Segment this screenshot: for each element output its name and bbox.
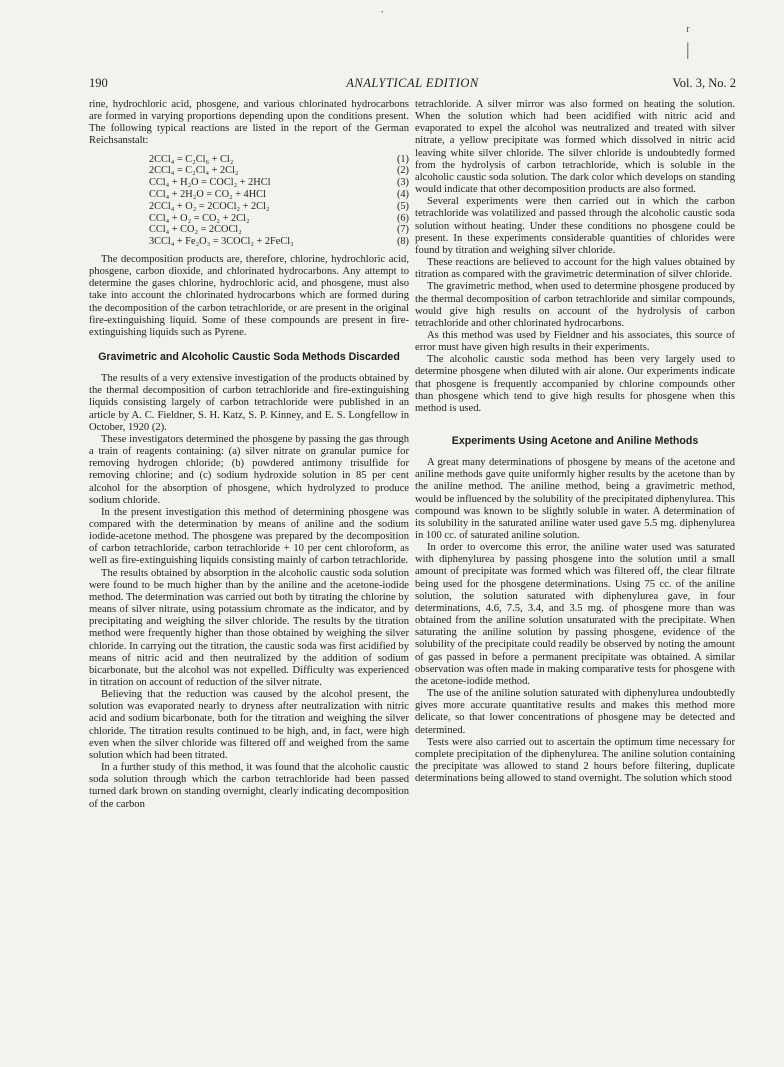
journal-title: ANALYTICAL EDITION	[346, 76, 479, 90]
equation-2: 2CCl₄ = C₂Cl₄ + 2Cl₂ (2)	[149, 165, 409, 177]
paragraph: The results of a very extensive investigation of the products obtained by the thermal decomposition of carbon tetrachloride and fire-extinguishing liquids consisting largely of carbon tetrachloride were published in an article by A. C. Fieldner, S. H. Katz, S. P. Kinney, and E. S. Longfellow in October, 1920 (2).	[89, 373, 409, 433]
paragraph: Believing that the reduction was caused by the alcohol present, the solution was evaporated nearly to dryness after neutralization with nitric acid and sodium bicarbonate, both for the titration and weighing the silver chloride. The titration results continued to be high, and, in fact, were high even when the silver chloride was filtered off and weighed from the same solution which had been titrated.	[89, 689, 409, 761]
section-heading: Experiments Using Acetone and Aniline Methods	[451, 435, 699, 448]
equation-3: CCl₄ + H₂O = COCl₂ + 2HCl (3)	[149, 177, 409, 189]
paragraph: The use of the aniline solution saturated with diphenylurea undoubtedly gives more accurate quantitative results and makes this method more delicate, so that lower concentrations of phosgene may be detected and determined.	[415, 688, 735, 736]
paragraph: tetrachloride. A silver mirror was also formed on heating the solution. When the solution which had been acidified with nitric acid and evaporated to expel the alcohol was neutralized and treated with silver nitrate, a yellow precipitate was formed which dissolved in nitric acid leaving white silver chloride. The silver chloride is undoubtedly formed from the hydrolysis of carbon tetrachloride, which is soluble in the alcoholic caustic soda solution. The dark color which develops on standing would indicate that other decomposition products are also formed.	[415, 99, 735, 196]
equation-4: CCl₄ + 2H₂O = CO₂ + 4HCl (4)	[149, 189, 409, 201]
equation-5: 2CCl₄ + O₂ = 2COCl₂ + 2Cl₂ (5)	[149, 200, 409, 212]
paragraph: A great many determinations of phosgene by means of the acetone and aniline methods gave quite uniformly higher results by the acetone than by the aniline method. The aniline method, being a gravimetric method, would be influenced by the solubility of the precipitated diphenylurea. This compound was known to be slightly soluble in water. A determination of its solubility in the saturated aniline water used gave 5.5 mg. diphenylurea in 100 cc. of saturated aniline solution.	[415, 457, 735, 541]
right-column	[415, 99, 735, 785]
paragraph: In the present investigation this method of determining phosgene was compared with the determination by means of aniline and the sodium iodide-acetone method. The phosgene was prepared by the decomposition of carbon tetrachloride, carbon tetrachloride + 10 per cent chloroform, as well as fire-extinguishing liquids consisting mainly of carbon tetrachloride.	[89, 506, 409, 567]
running-header	[89, 76, 736, 94]
paragraph: The gravimetric method, when used to determine phosgene produced by the thermal decomposition of carbon tetrachloride and similar compounds, would give high results on account of the hydrolysis of carbon tetrachloride and other chlorinated hydrocarbons.	[415, 281, 735, 329]
equation-6: CCl₄ + O₂ = CO₂ + 2Cl₂ (6)	[149, 212, 409, 224]
paragraph: The results obtained by absorption in the alcoholic caustic soda solution were found to be much higher than by the aniline and the acetone-iodide method. The determination was carried out both by titrating the chlorine by means of silver nitrate, using potassium chromate as the indicator, and by precipitating and weighing the silver chloride. The results by the titration method were frequently higher than those obtained by weighing the silver chloride. In carrying out the titration, the caustic soda was first acidified by means of nitric acid and then neutralized by the addition of sodium bicarbonate, but the alcohol was not expelled. Difficulty was experienced in titration on account of reduction of the silver nitrate.	[89, 567, 409, 688]
paragraph: These reactions are believed to account for the high values obtained by titration as compared with the gravimetric determination of silver chloride.	[415, 257, 735, 281]
left-column	[89, 99, 409, 811]
reaction-equations	[149, 154, 409, 248]
paragraph: Tests were also carried out to ascertain the optimum time necessary for complete precipitation of the diphenylurea. The aniline solution containing the precipitate was allowed to stand 2 hours before filtering, duplicate determinations being allowed to stand overnight. The solution which stood	[415, 736, 735, 785]
paragraph: rine, hydrochloric acid, phosgene, and various chlorinated hydrocarbons are formed in varying proportions depending upon the conditions present. The following typical reactions are listed in the report of the German Reichsanstalt:	[89, 99, 409, 147]
paragraph: These investigators determined the phosgene by passing the gas through a train of reagents containing: (a) silver nitrate on granular pumice for removing hydrogen chloride; (b) powdered antimony trisulfide for removing chlorine; and (c) sodium hydroxide solution in 85 per cent alcohol for the absorption of phosgene, which hydrolyzed to produce sodium chloride.	[89, 433, 409, 506]
paragraph: In a further study of this method, it was found that the alcoholic caustic soda solution through which the carbon tetrachloride had been passed turned dark brown on standing overnight, clearly indicating decomposition of the carbon	[89, 762, 409, 810]
volume-issue: Vol. 3, No. 2	[672, 76, 736, 90]
paragraph: The alcoholic caustic soda method has been very largely used to determine phosgene when diluted with air alone. Our experiments indicate that phosgene is frequently accompanied by chlorine compounds other than phosgene which tend to give high results for phosgene when this method is used.	[415, 354, 735, 414]
paragraph: The decomposition products are, therefore, chlorine, hydrochloric acid, phosgene, carbon dioxide, and chlorinated hydrocarbons. Any attempt to determine the gases chlorine, hydrochloric acid, and phosgene, must also take into account the chlorinated hydrocarbons which are formed during the decomposition of the carbon tetrachloride, or are present in the original fire-extinguishing liquid. Some of these compounds are present in fire-extinguishing liquids such as Pyrene.	[89, 254, 409, 338]
equation-1: 2CCl₄ = C₂Cl₆ + Cl₂ (1)	[149, 153, 409, 165]
scan-mark-corner: ʳ |	[686, 21, 690, 59]
page-number: 190	[89, 76, 108, 90]
section-heading: Gravimetric and Alcoholic Caustic Soda Methods Discarded	[98, 351, 400, 364]
equation-7: CCl₄ + CO₂ = 2COCl₂ (7)	[149, 224, 409, 236]
equation-8: 3CCl₄ + Fe₂O₃ = 3COCl₂ + 2FeCl₃ (8)	[149, 236, 409, 248]
paragraph: In order to overcome this error, the aniline water used was saturated with diphenylurea by passing phosgene into the solution until a small amount of precipitate was formed which was filtered off, the clear filtrate being used for the phosgene determinations. Using 75 cc. of the aniline solution, the solution saturated with diphenylurea gave, in four determinations, 4.6, 7.5, 3.4, and 3.5 mg. of phosgene more than was obtained from the aniline solution unsaturated with the precipitate. When saturating the aniline solution by passing phosgene, evidence of the solubility of the precipitate could readily be observed by noting the amount of gas passed in before a permanent precipitate was obtained. A similar observation was often made in making comparative tests for phosgene with the acetone-iodide method.	[415, 542, 735, 687]
paragraph: Several experiments were then carried out in which the carbon tetrachloride was volatilized and passed through the alcoholic caustic soda solution without heating. Under these conditions no phosgene could be present. In these experiments considerable quantities of chlorides were found by titration and weighing silver chloride.	[415, 196, 735, 256]
scan-speck-top: ·	[380, 4, 385, 19]
paragraph: As this method was used by Fieldner and his associates, this source of error must have given high results in their experiments.	[415, 329, 735, 354]
